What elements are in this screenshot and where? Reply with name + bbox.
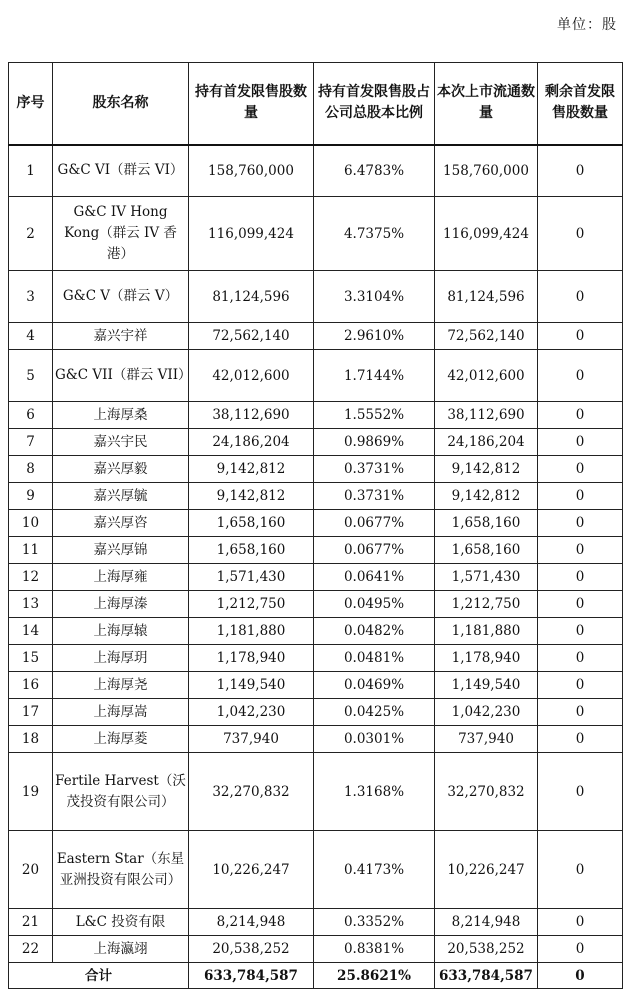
cell-name: 上海厚菱 <box>53 726 189 753</box>
cell-remaining: 0 <box>538 645 623 672</box>
cell-seq: 17 <box>9 699 53 726</box>
header-ratio: 持有首发限售股占公司总股本比例 <box>314 63 435 145</box>
cell-shares: 1,178,940 <box>189 645 314 672</box>
cell-remaining: 0 <box>538 537 623 564</box>
cell-shares: 32,270,832 <box>189 753 314 831</box>
cell-seq: 20 <box>9 831 53 909</box>
header-row <box>9 63 623 145</box>
cell-seq: 2 <box>9 197 53 271</box>
cell-ratio: 0.0677% <box>314 510 435 537</box>
cell-name: 上海厚玥 <box>53 645 189 672</box>
table-row <box>9 726 623 753</box>
cell-name: L&C 投资有限 <box>53 909 189 936</box>
cell-name: 上海厚桑 <box>53 402 189 429</box>
cell-listed: 9,142,812 <box>435 456 538 483</box>
cell-remaining: 0 <box>538 350 623 402</box>
cell-listed: 1,149,540 <box>435 672 538 699</box>
cell-shares: 1,042,230 <box>189 699 314 726</box>
cell-name: G&C VI（群云 VI） <box>53 145 189 197</box>
cell-name: Eastern Star（东星亚洲投资有限公司） <box>53 831 189 909</box>
cell-seq: 10 <box>9 510 53 537</box>
table-row <box>9 831 623 909</box>
cell-seq: 22 <box>9 936 53 963</box>
cell-ratio: 0.8381% <box>314 936 435 963</box>
cell-remaining: 0 <box>538 197 623 271</box>
table-body <box>9 145 623 963</box>
table-row <box>9 645 623 672</box>
cell-remaining: 0 <box>538 429 623 456</box>
cell-shares: 72,562,140 <box>189 323 314 350</box>
cell-seq: 11 <box>9 537 53 564</box>
cell-name: 上海厚尧 <box>53 672 189 699</box>
cell-seq: 14 <box>9 618 53 645</box>
table-row <box>9 145 623 197</box>
cell-seq: 6 <box>9 402 53 429</box>
unit-label: 单位：股 <box>557 17 617 33</box>
cell-seq: 5 <box>9 350 53 402</box>
cell-name: G&C VII（群云 VII） <box>53 350 189 402</box>
cell-seq: 15 <box>9 645 53 672</box>
cell-remaining: 0 <box>538 618 623 645</box>
cell-seq: 8 <box>9 456 53 483</box>
shareholder-table <box>8 62 623 989</box>
cell-name: 上海瀛翊 <box>53 936 189 963</box>
table-row <box>9 323 623 350</box>
table-row <box>9 753 623 831</box>
table-row <box>9 537 623 564</box>
cell-seq: 9 <box>9 483 53 510</box>
cell-shares: 1,658,160 <box>189 510 314 537</box>
cell-remaining: 0 <box>538 510 623 537</box>
cell-listed: 9,142,812 <box>435 483 538 510</box>
cell-shares: 20,538,252 <box>189 936 314 963</box>
cell-remaining: 0 <box>538 564 623 591</box>
cell-listed: 1,212,750 <box>435 591 538 618</box>
cell-shares: 737,940 <box>189 726 314 753</box>
cell-remaining: 0 <box>538 145 623 197</box>
cell-shares: 1,181,880 <box>189 618 314 645</box>
cell-name: 嘉兴厚毓 <box>53 483 189 510</box>
cell-ratio: 6.4783% <box>314 145 435 197</box>
table-row <box>9 510 623 537</box>
cell-shares: 1,571,430 <box>189 564 314 591</box>
cell-name: 嘉兴厚咨 <box>53 510 189 537</box>
table-row <box>9 271 623 323</box>
cell-listed: 32,270,832 <box>435 753 538 831</box>
cell-listed: 1,042,230 <box>435 699 538 726</box>
cell-shares: 38,112,690 <box>189 402 314 429</box>
cell-shares: 116,099,424 <box>189 197 314 271</box>
header-listed: 本次上市流通数量 <box>435 63 538 145</box>
cell-listed: 38,112,690 <box>435 402 538 429</box>
cell-ratio: 0.4173% <box>314 831 435 909</box>
cell-ratio: 0.0469% <box>314 672 435 699</box>
header-seq: 序号 <box>9 63 53 145</box>
cell-ratio: 0.0301% <box>314 726 435 753</box>
cell-listed: 1,658,160 <box>435 537 538 564</box>
cell-remaining: 0 <box>538 483 623 510</box>
cell-name: 嘉兴厚毅 <box>53 456 189 483</box>
cell-name: 嘉兴宇祥 <box>53 323 189 350</box>
cell-remaining: 0 <box>538 831 623 909</box>
cell-shares: 158,760,000 <box>189 145 314 197</box>
cell-seq: 4 <box>9 323 53 350</box>
cell-name: 上海厚溱 <box>53 591 189 618</box>
cell-seq: 3 <box>9 271 53 323</box>
table-row <box>9 699 623 726</box>
table-row <box>9 909 623 936</box>
cell-remaining: 0 <box>538 323 623 350</box>
cell-ratio: 3.3104% <box>314 271 435 323</box>
cell-remaining: 0 <box>538 909 623 936</box>
cell-seq: 16 <box>9 672 53 699</box>
cell-name: 上海厚嵩 <box>53 699 189 726</box>
table-row <box>9 672 623 699</box>
cell-listed: 10,226,247 <box>435 831 538 909</box>
cell-remaining: 0 <box>538 726 623 753</box>
cell-ratio: 0.0482% <box>314 618 435 645</box>
cell-listed: 116,099,424 <box>435 197 538 271</box>
header-shares: 持有首发限售股数量 <box>189 63 314 145</box>
cell-listed: 24,186,204 <box>435 429 538 456</box>
table-row <box>9 618 623 645</box>
total-ratio: 25.8621% <box>314 963 435 989</box>
table-row <box>9 429 623 456</box>
header-remaining: 剩余首发限售股数量 <box>538 63 623 145</box>
cell-name: 嘉兴厚锦 <box>53 537 189 564</box>
cell-ratio: 0.0495% <box>314 591 435 618</box>
cell-seq: 7 <box>9 429 53 456</box>
cell-seq: 12 <box>9 564 53 591</box>
cell-remaining: 0 <box>538 591 623 618</box>
table-row <box>9 936 623 963</box>
cell-ratio: 0.0481% <box>314 645 435 672</box>
cell-shares: 24,186,204 <box>189 429 314 456</box>
cell-name: G&C V（群云 V） <box>53 271 189 323</box>
cell-name: 上海厚辕 <box>53 618 189 645</box>
cell-shares: 10,226,247 <box>189 831 314 909</box>
cell-remaining: 0 <box>538 456 623 483</box>
cell-ratio: 0.0641% <box>314 564 435 591</box>
table-row <box>9 564 623 591</box>
cell-ratio: 0.3352% <box>314 909 435 936</box>
cell-shares: 8,214,948 <box>189 909 314 936</box>
cell-ratio: 4.7375% <box>314 197 435 271</box>
cell-seq: 18 <box>9 726 53 753</box>
cell-ratio: 1.5552% <box>314 402 435 429</box>
cell-ratio: 0.0677% <box>314 537 435 564</box>
cell-shares: 1,658,160 <box>189 537 314 564</box>
cell-seq: 13 <box>9 591 53 618</box>
cell-ratio: 0.0425% <box>314 699 435 726</box>
cell-listed: 8,214,948 <box>435 909 538 936</box>
cell-ratio: 0.3731% <box>314 456 435 483</box>
total-remaining: 0 <box>538 963 623 989</box>
cell-name: G&C IV Hong Kong（群云 IV 香港） <box>53 197 189 271</box>
table-row <box>9 591 623 618</box>
table-row <box>9 197 623 271</box>
cell-name: Fertile Harvest（沃茂投资有限公司） <box>53 753 189 831</box>
cell-ratio: 0.9869% <box>314 429 435 456</box>
cell-seq: 21 <box>9 909 53 936</box>
cell-remaining: 0 <box>538 271 623 323</box>
cell-remaining: 0 <box>538 936 623 963</box>
cell-seq: 1 <box>9 145 53 197</box>
cell-ratio: 1.3168% <box>314 753 435 831</box>
cell-seq: 19 <box>9 753 53 831</box>
table-row <box>9 402 623 429</box>
cell-shares: 1,212,750 <box>189 591 314 618</box>
total-label: 合计 <box>9 963 189 989</box>
cell-listed: 81,124,596 <box>435 271 538 323</box>
cell-ratio: 1.7144% <box>314 350 435 402</box>
table-row <box>9 350 623 402</box>
cell-shares: 1,149,540 <box>189 672 314 699</box>
cell-remaining: 0 <box>538 699 623 726</box>
cell-name: 嘉兴宇民 <box>53 429 189 456</box>
cell-shares: 9,142,812 <box>189 483 314 510</box>
total-listed: 633,784,587 <box>435 963 538 989</box>
cell-remaining: 0 <box>538 753 623 831</box>
cell-ratio: 0.3731% <box>314 483 435 510</box>
cell-listed: 42,012,600 <box>435 350 538 402</box>
table-row <box>9 456 623 483</box>
cell-listed: 72,562,140 <box>435 323 538 350</box>
cell-listed: 158,760,000 <box>435 145 538 197</box>
cell-shares: 81,124,596 <box>189 271 314 323</box>
header-name: 股东名称 <box>53 63 189 145</box>
cell-shares: 9,142,812 <box>189 456 314 483</box>
cell-remaining: 0 <box>538 402 623 429</box>
cell-listed: 1,181,880 <box>435 618 538 645</box>
cell-listed: 1,571,430 <box>435 564 538 591</box>
cell-listed: 1,658,160 <box>435 510 538 537</box>
cell-listed: 20,538,252 <box>435 936 538 963</box>
total-row <box>9 963 623 989</box>
cell-name: 上海厚雍 <box>53 564 189 591</box>
cell-listed: 1,178,940 <box>435 645 538 672</box>
total-shares: 633,784,587 <box>189 963 314 989</box>
table-row <box>9 483 623 510</box>
cell-remaining: 0 <box>538 672 623 699</box>
cell-listed: 737,940 <box>435 726 538 753</box>
cell-shares: 42,012,600 <box>189 350 314 402</box>
cell-ratio: 2.9610% <box>314 323 435 350</box>
